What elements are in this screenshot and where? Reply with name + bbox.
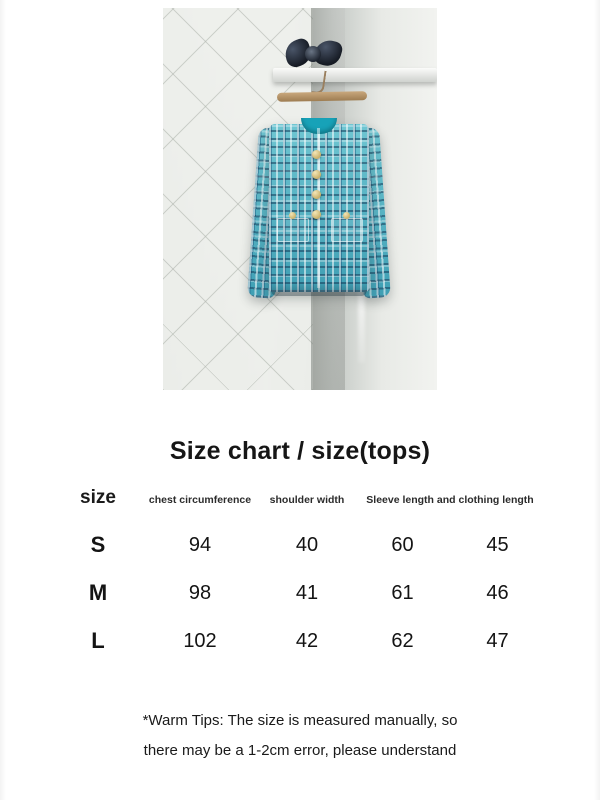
product-photo xyxy=(163,8,437,390)
jacket-pocket-button xyxy=(343,212,350,219)
table-row xyxy=(55,569,545,617)
cell-size: M xyxy=(88,580,108,605)
jacket-button xyxy=(312,170,321,179)
header-chest-circumference: chest circumference xyxy=(148,494,252,506)
cell-sleeve: 60 xyxy=(391,533,414,556)
jacket-hem-shadow xyxy=(271,282,367,296)
cell-size: S xyxy=(90,532,106,557)
cell-chest: 94 xyxy=(188,533,212,556)
size-table xyxy=(55,487,545,665)
bow-knot xyxy=(305,46,321,62)
cell-shoulder: 42 xyxy=(295,629,319,652)
table-header-row xyxy=(55,487,545,521)
jacket-button xyxy=(312,210,321,219)
cell-sleeve: 61 xyxy=(391,581,414,604)
cell-chest: 102 xyxy=(183,629,217,652)
cell-length: 45 xyxy=(486,533,509,556)
jacket-button xyxy=(312,150,321,159)
jacket-pocket xyxy=(331,218,363,242)
product-photo-scene xyxy=(163,8,437,390)
page-title: Size chart / size(tops) xyxy=(169,437,431,465)
warm-tips xyxy=(0,706,600,766)
tweed-jacket xyxy=(251,106,387,312)
table-row xyxy=(55,617,545,665)
cell-sleeve: 62 xyxy=(391,629,414,652)
cell-length: 47 xyxy=(486,629,509,652)
jacket-pocket-button xyxy=(289,212,296,219)
table-row xyxy=(55,521,545,569)
header-sleeve-and-clothing-length: Sleeve length and clothing length xyxy=(366,494,534,506)
header-shoulder-width: shoulder width xyxy=(269,494,345,506)
cell-chest: 98 xyxy=(188,581,212,604)
right-edge-shadow xyxy=(594,0,600,800)
bow-decoration-icon xyxy=(285,36,341,74)
header-size: size xyxy=(80,487,116,508)
cell-shoulder: 40 xyxy=(295,533,319,556)
warm-tips-line-2: there may be a 1-2cm error, please understand xyxy=(143,742,457,759)
cell-length: 46 xyxy=(486,581,509,604)
cell-shoulder: 41 xyxy=(295,581,319,604)
warm-tips-line-1: *Warm Tips: The size is measured manually, so xyxy=(142,712,458,729)
cell-size: L xyxy=(91,628,105,653)
left-edge-shadow xyxy=(0,0,6,800)
hanger-bar xyxy=(277,91,367,102)
jacket-button xyxy=(312,190,321,199)
jacket-pocket xyxy=(277,218,309,242)
